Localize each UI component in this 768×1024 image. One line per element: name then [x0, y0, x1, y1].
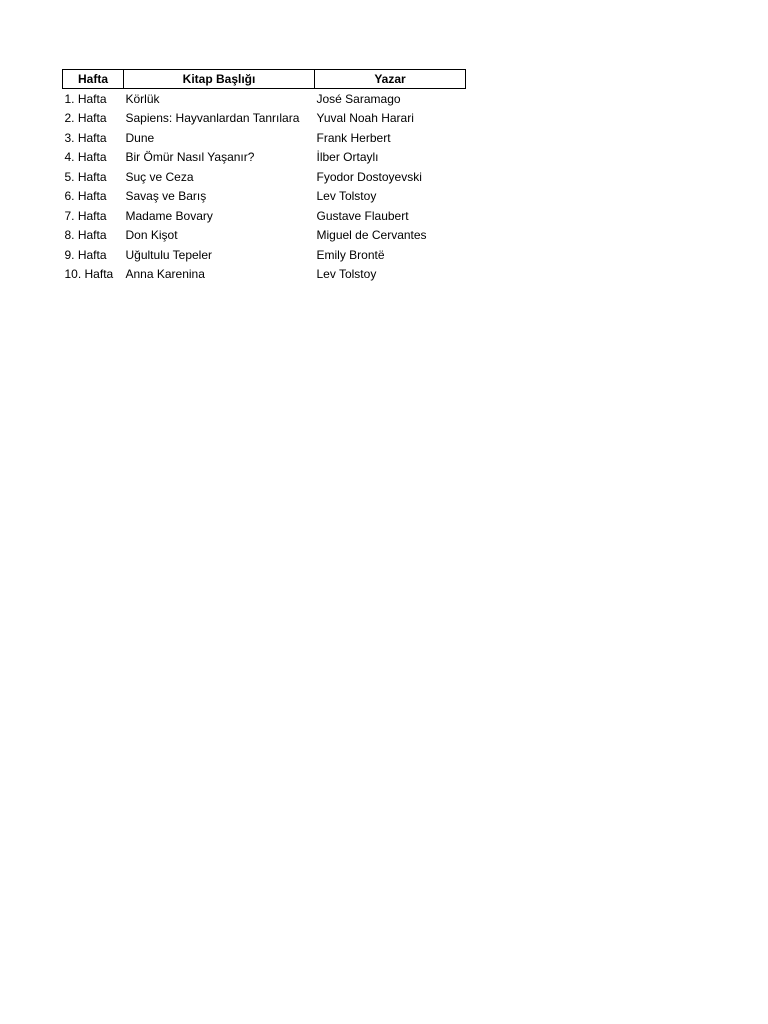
header-week: Hafta [63, 70, 124, 89]
week-cell: 8. Hafta [64, 228, 107, 243]
author-cell: José Saramago [316, 91, 401, 106]
reading-schedule-table [62, 69, 466, 284]
book-title-cell: Bir Ömür Nasıl Yaşanır? [125, 150, 255, 165]
author-cell: Lev Tolstoy [316, 189, 377, 204]
table-row [63, 148, 466, 168]
author-cell: Frank Herbert [316, 130, 391, 145]
week-cell: 7. Hafta [64, 208, 107, 223]
table-row [63, 245, 466, 265]
table-row [63, 89, 466, 109]
week-cell: 9. Hafta [64, 247, 107, 262]
table-row [63, 109, 466, 129]
week-cell: 6. Hafta [64, 189, 107, 204]
header-row [63, 70, 466, 89]
week-cell: 1. Hafta [64, 91, 107, 106]
book-title-cell: Dune [125, 130, 155, 145]
week-cell: 3. Hafta [64, 130, 107, 145]
author-cell: Miguel de Cervantes [316, 228, 427, 243]
week-cell: 5. Hafta [64, 169, 107, 184]
author-cell: İlber Ortaylı [316, 150, 379, 165]
author-cell: Lev Tolstoy [316, 267, 377, 282]
table-row [63, 128, 466, 148]
table-row [63, 265, 466, 285]
book-title-cell: Anna Karenina [125, 267, 205, 282]
author-cell: Fyodor Dostoyevski [316, 169, 422, 184]
week-cell: 2. Hafta [64, 111, 107, 126]
table-row [63, 226, 466, 246]
book-title-cell: Sapiens: Hayvanlardan Tanrılara [125, 111, 300, 126]
author-cell: Yuval Noah Harari [316, 111, 414, 126]
week-cell: 10. Hafta [64, 267, 114, 282]
author-cell: Gustave Flaubert [316, 208, 409, 223]
header-book-title: Kitap Başlığı [124, 70, 315, 89]
book-title-cell: Don Kişot [125, 228, 178, 243]
book-title-cell: Körlük [125, 91, 160, 106]
book-title-cell: Madame Bovary [125, 208, 213, 223]
table-row [63, 206, 466, 226]
week-cell: 4. Hafta [64, 150, 107, 165]
header-author: Yazar [315, 70, 466, 89]
book-title-cell: Suç ve Ceza [125, 169, 194, 184]
table-row [63, 187, 466, 207]
book-title-cell: Savaş ve Barış [125, 189, 207, 204]
table-row [63, 167, 466, 187]
book-title-cell: Uğultulu Tepeler [125, 247, 213, 262]
author-cell: Emily Brontë [316, 247, 385, 262]
